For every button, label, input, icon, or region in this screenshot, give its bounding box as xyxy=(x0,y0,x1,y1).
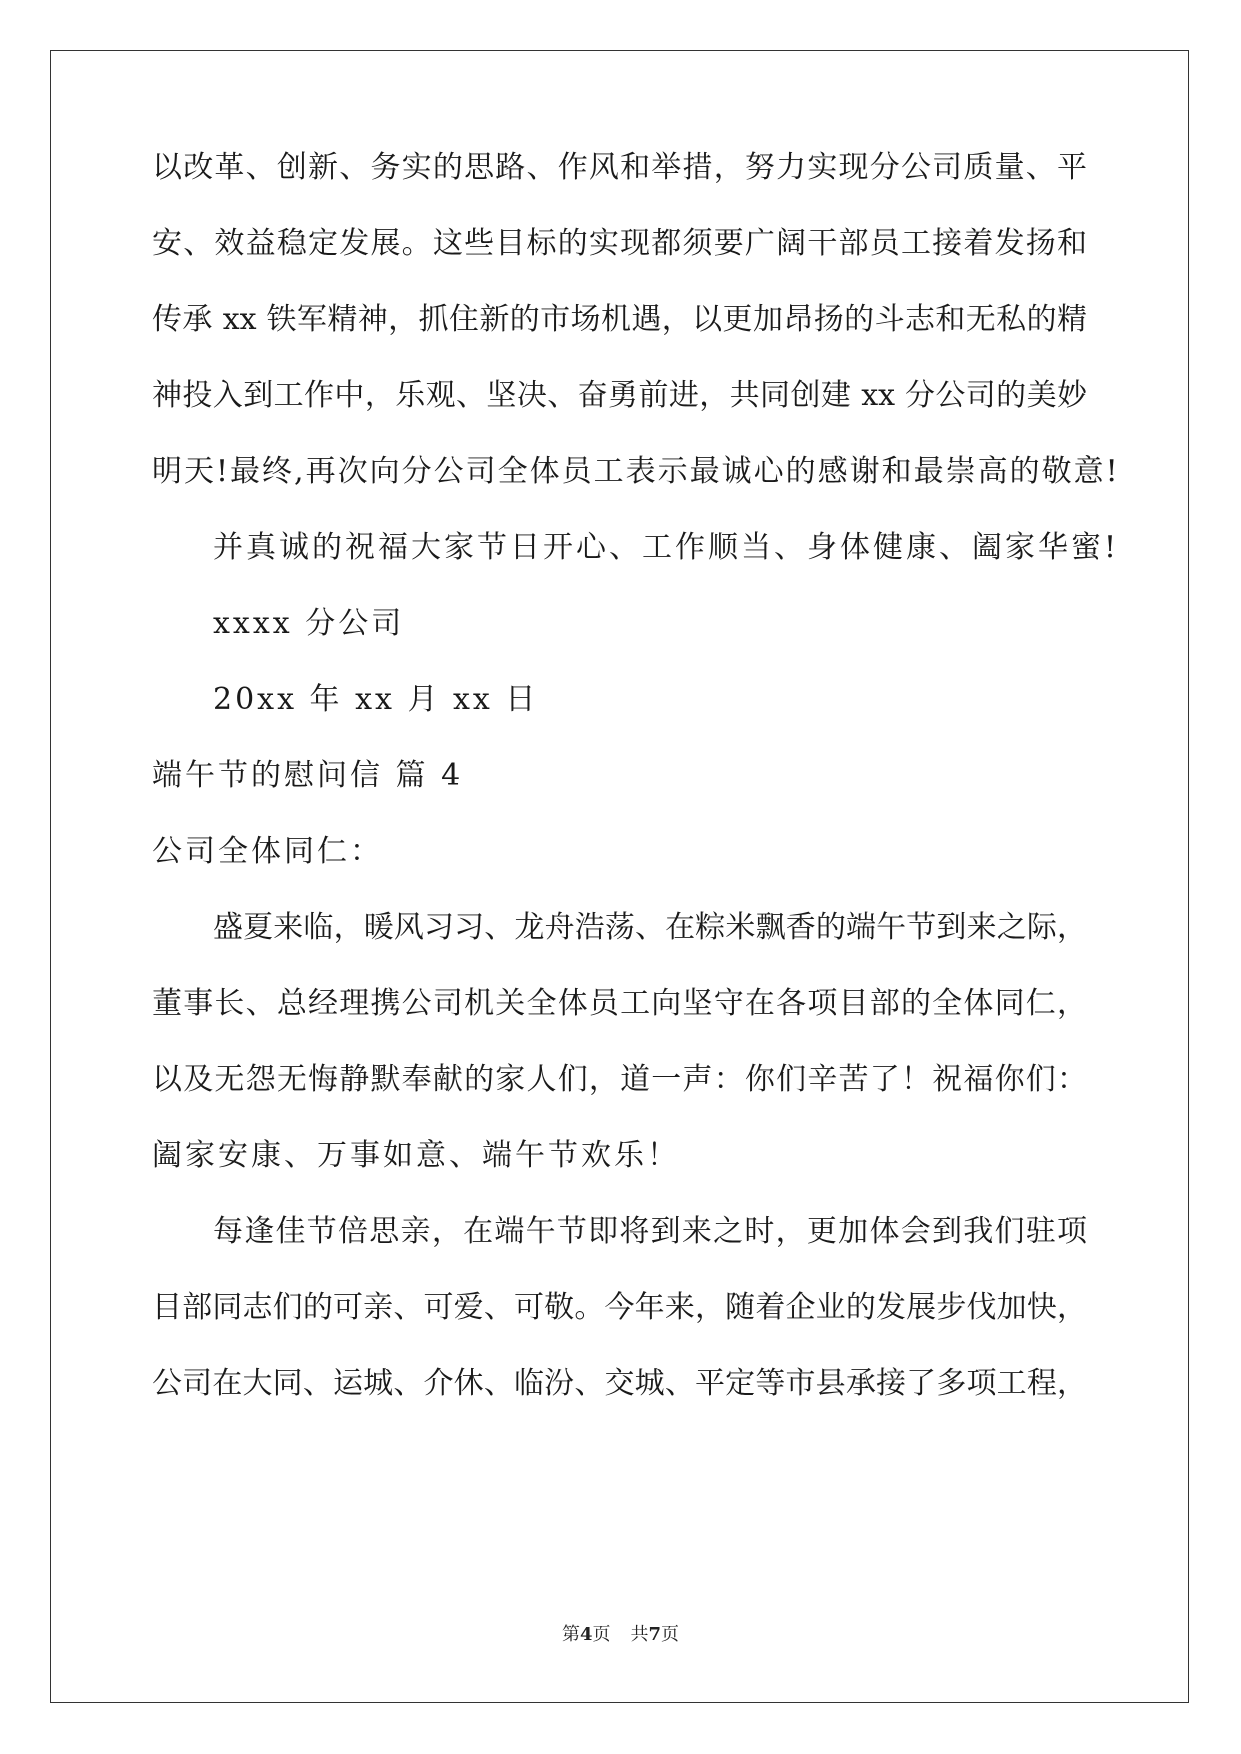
body-line: 明天!最终,再次向分公司全体员工表示最诚心的感谢和最崇高的敬意! xyxy=(152,454,1120,489)
signature-date: 20xx 年 xx 月 xx 日 xyxy=(213,682,539,717)
body-line: 公司在大同、运城、介休、临汾、交城、平定等市县承接了多项工程， xyxy=(152,1366,1087,1401)
current-page-number: 4 xyxy=(579,1624,593,1645)
footer-page-suffix: 页 xyxy=(592,1624,611,1645)
footer-total-suffix: 页 xyxy=(661,1624,680,1645)
body-line: 目部同志们的可亲、可爱、可敬。今年来，随着企业的发展步伐加快， xyxy=(152,1290,1087,1325)
body-line: 以改革、创新、务实的思路、作风和举措，努力实现分公司质量、平 xyxy=(152,150,1087,185)
body-line: 每逢佳节倍思亲，在端午节即将到来之时，更加体会到我们驻项 xyxy=(213,1214,1087,1249)
body-line: 传承 xx 铁军精神，抓住新的市场机遇，以更加昂扬的斗志和无私的精 xyxy=(152,302,1087,337)
footer-total-prefix: 共 xyxy=(630,1624,649,1645)
page-border xyxy=(50,50,1189,1703)
total-page-count: 7 xyxy=(648,1624,662,1645)
signature-company: xxxx 分公司 xyxy=(213,606,405,641)
body-line: 安、效益稳定发展。这些目标的实现都须要广阔干部员工接着发扬和 xyxy=(152,226,1087,261)
salutation: 公司全体同仁： xyxy=(152,834,383,869)
greeting-line: 并真诚的祝福大家节日开心、工作顺当、身体健康、阖家华蜜! xyxy=(213,530,1120,565)
footer-prefix: 第 xyxy=(561,1624,580,1645)
body-line: 盛夏来临，暖风习习、龙舟浩荡、在粽米飘香的端午节到来之际， xyxy=(213,910,1087,945)
body-line: 神投入到工作中，乐观、坚决、奋勇前进，共同创建 xx 分公司的美妙 xyxy=(152,378,1087,413)
body-line: 董事长、总经理携公司机关全体员工向坚守在各项目部的全体同仁， xyxy=(152,986,1087,1021)
body-line: 阖家安康、万事如意、端午节欢乐！ xyxy=(152,1138,680,1173)
section-heading: 端午节的慰问信 篇 4 xyxy=(152,758,464,793)
body-line: 以及无怨无悔静默奉献的家人们，道一声：你们辛苦了！祝福你们： xyxy=(152,1062,1087,1097)
page-footer xyxy=(0,1623,1241,1647)
